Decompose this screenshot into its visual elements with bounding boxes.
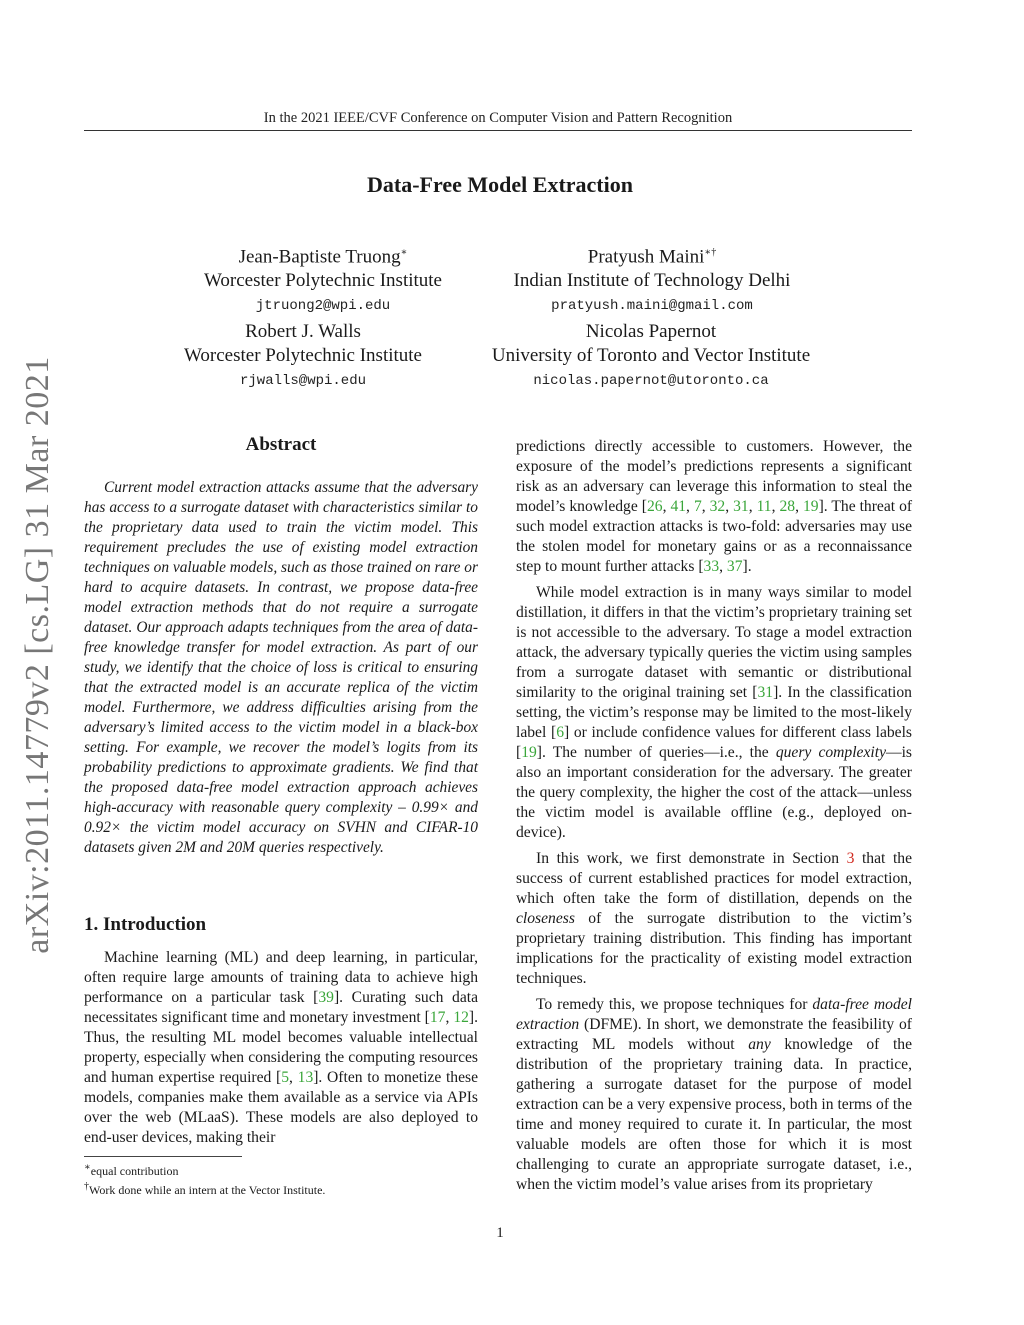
- conference-header: In the 2021 IEEE/CVF Conference on Computer Vision and Pattern Recognition: [263, 110, 733, 126]
- citation-link[interactable]: 39: [318, 989, 334, 1006]
- author-affiliation: Indian Institute of Technology Delhi: [513, 270, 791, 292]
- citation-link[interactable]: 41: [670, 498, 687, 515]
- author-mark: ∗: [400, 247, 408, 258]
- arxiv-stamp-text: arXiv:2011.14779v2 [cs.LG] 31 Mar 2021: [19, 356, 56, 954]
- author-affiliation: Worcester Polytechnic Institute: [183, 345, 422, 366]
- author-block: [451, 320, 851, 390]
- citation-link[interactable]: 26: [646, 498, 663, 515]
- footnotes: [84, 1160, 478, 1198]
- header-rule: [84, 130, 912, 131]
- paragraph: In this work, we first demonstrate in Section 3 that the success of current established practices for model extraction, which often take the form of distillation, depends on the closeness of the surrogate distribution to the victim’s proprietary training distribution. This finding has important implications for the practicality of existing model extraction techniques.: [516, 850, 912, 987]
- citation-link[interactable]: 13: [297, 1069, 314, 1086]
- citation-link[interactable]: 37: [726, 558, 743, 575]
- section-heading: 1. Introduction: [84, 914, 207, 935]
- author-email[interactable]: rjwalls@wpi.edu: [239, 373, 367, 389]
- paragraph: predictions directly accessible to customers. However, the exposure of the model’s predictions represents a significant risk as an adversary can leverage this information to steal the model’s knowledge [26, 41, 7, 32, 31, 11, 28, 19]. The threat of such model extraction attacks is two-fold: adversaries may use the stolen model for monetary gains or as a reconnaissance step to mount further attacks [33, 37].: [516, 438, 913, 575]
- author-affiliation: University of Toronto and Vector Institute: [491, 345, 811, 366]
- author-affiliation: Worcester Polytechnic Institute: [203, 270, 442, 292]
- page-number: 1: [496, 1225, 504, 1241]
- citation-link[interactable]: 12: [453, 1009, 469, 1026]
- author-email[interactable]: jtruong2@wpi.edu: [255, 298, 391, 315]
- citation-link[interactable]: 11: [756, 498, 772, 515]
- citation-link[interactable]: 19: [802, 498, 819, 515]
- author-name: Robert J. Walls: [245, 321, 361, 342]
- footnote: ∗equal contribution: [84, 1162, 179, 1178]
- abstract-text: Current model extraction attacks assume that the adversary has access to a surrogate dataset with characteristics similar to the proprietary data used to train the victim model. This requirement precludes the use of existing model extraction techniques on valuable models, such as those trained on rare or hard to acquire datasets. In contrast, we propose data-free model extraction methods that do not require a surrogate dataset. Our approach adapts techniques from the area of data-free knowledge transfer for model extraction. As part of our study, we identify that the choice of loss is critical to ensuring that the extracted model is an accurate replica of the victim model. Furthermore, we address difficulties arising from the adversary’s limited access to the victim model in a black-box setting. For example, we recover the model’s logits from its probability predictions to approximate gradients. We find that the proposed data-free model extraction approach achieves high-accuracy with reasonable query complexity – 0.99× and 0.92× the victim model accuracy on SVHN and CIFAR-10 datasets given 2M and 20M queries respectively.: [84, 479, 478, 856]
- right-column: [516, 437, 912, 1195]
- footnote: †Work done while an intern at the Vector Institute.: [84, 1181, 326, 1197]
- intro-left-column: [84, 948, 478, 1148]
- arxiv-stamp: [19, 356, 56, 954]
- author-name: Pratyush Maini: [587, 246, 705, 268]
- author-mark: ∗†: [704, 247, 717, 258]
- citation-link[interactable]: 5: [281, 1069, 290, 1086]
- author-name: Nicolas Papernot: [585, 321, 717, 342]
- citation-link[interactable]: 28: [779, 498, 796, 515]
- citation-link[interactable]: 17: [429, 1009, 446, 1026]
- author-email[interactable]: nicolas.papernot@utoronto.ca: [533, 373, 769, 389]
- abstract-heading: Abstract: [245, 434, 317, 455]
- citation-link[interactable]: 33: [703, 558, 720, 575]
- paper-title: Data-Free Model Extraction: [367, 172, 633, 197]
- citation-link[interactable]: 6: [556, 724, 564, 741]
- author-block: [452, 241, 852, 315]
- citation-link[interactable]: 7: [693, 498, 702, 515]
- citation-link[interactable]: 19: [521, 744, 537, 761]
- author-email[interactable]: pratyush.maini@gmail.com: [551, 298, 753, 315]
- citation-link[interactable]: 31: [757, 684, 774, 701]
- author-block: [103, 320, 503, 390]
- paragraph: Machine learning (ML) and deep learning, in particular, often require large amounts of training data to achieve high performance on a particular task [39]. Curating such data necessitates significant time and monetary investment [17, 12]. Thus, the resulting ML model becomes valuable intellectual property, especially when considering the computing resources and human expertise required [5, 13]. Often to monetize these models, companies make them available as a service via APIs over the web (MLaaS). These models are also deployed to end-user devices, making their: [84, 949, 479, 1146]
- citation-link[interactable]: 31: [733, 498, 749, 515]
- section-ref-link[interactable]: 3: [846, 850, 855, 867]
- paragraph: To remedy this, we propose techniques for data-free model extraction (DFME). In short, we demonstrate the feasibility of extracting ML models without any knowledge of the distribution of the proprietary training data. In practice, gathering a surrogate dataset for the purpose of model extraction can be a very expensive process, both in terms of the time and money required to curate it. In particular, the most valuable models are often those for which it is most challenging to curate an appropriate surrogate dataset, i.e., when the victim model’s value arises from its proprietary: [516, 996, 912, 1193]
- citation-link[interactable]: 32: [709, 498, 726, 515]
- footnote-rule: [84, 1156, 242, 1157]
- paragraph: While model extraction is in many ways similar to model distillation, it differs in that the victim’s proprietary training set is not accessible to the adversary. To stage a model extraction attack, the adversary typically queries the victim using samples from a surrogate dataset with semantic or distributional similarity to the original training set [31]. In the classification setting, the victim’s response may be limited to the most-likely label [6] or include confidence values for different class labels [19]. The number of queries—i.e., the query complexity—is also an important consideration for the adversary. The greater the query complexity, the higher the cost of the attack—unless the victim model is available offline (e.g., deployed on-device).: [516, 584, 912, 841]
- author-name: Jean-Baptiste Truong: [238, 246, 401, 268]
